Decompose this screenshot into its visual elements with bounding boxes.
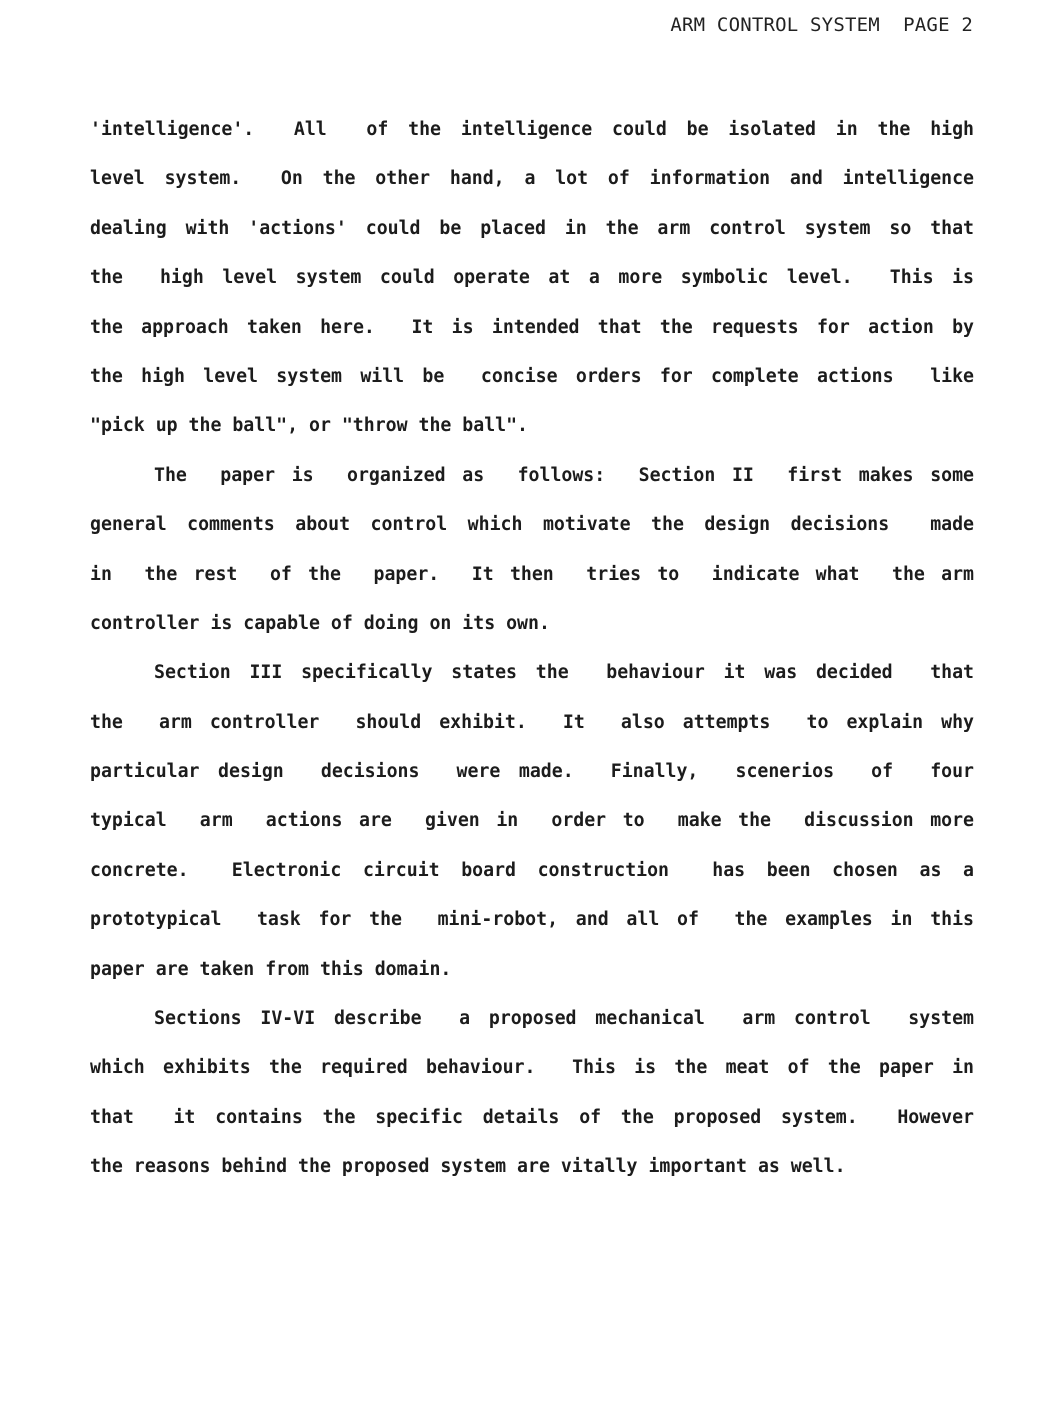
paragraph-2 (90, 460, 974, 658)
paragraph-4 (90, 1003, 974, 1201)
text-line: which exhibits the required behaviour. This is the meat of the paper in (90, 1057, 974, 1079)
text-line: the high level system will be concise orders for complete actions like (90, 365, 974, 387)
text-line: 'intelligence'. All of the intelligence could be isolated in the high (90, 119, 974, 140)
paragraph-1 (90, 114, 974, 460)
text-line: general comments about control which motivate the design decisions made (90, 514, 974, 536)
text-line: Sections IV-VI describe a proposed mechanical arm control system (154, 1008, 974, 1030)
text-line: concrete. Electronic circuit board construction has been chosen as a (90, 859, 974, 881)
text-line: particular design decisions were made. Finally, scenerios of four (90, 761, 974, 783)
text-line: controller is capable of doing on its own. (90, 612, 550, 634)
text-line: that it contains the specific details of the proposed system. However (90, 1106, 974, 1128)
text-line: The paper is organized as follows: Section II first makes some (154, 464, 974, 486)
text-line: the arm controller should exhibit. It also attempts to explain why (90, 711, 974, 733)
text-line: the reasons behind the proposed system are vitally important as well. (90, 1156, 846, 1178)
paragraph-3 (90, 657, 974, 1003)
page-header: ARM CONTROL SYSTEM PAGE 2 (670, 14, 973, 36)
text-line: level system. On the other hand, a lot of information and intelligence (90, 168, 974, 190)
text-line: "pick up the ball", or "throw the ball". (90, 415, 528, 437)
text-line: paper are taken from this domain. (90, 958, 452, 980)
text-line: Section III specifically states the behaviour it was decided that (154, 662, 974, 684)
text-line: the approach taken here. It is intended that the requests for action by (90, 316, 974, 338)
text-line: typical arm actions are given in order to make the discussion more (90, 810, 974, 832)
text-line: the high level system could operate at a more symbolic level. This is (90, 267, 974, 289)
text-line: in the rest of the paper. It then tries to indicate what the arm (90, 563, 974, 585)
document-body (90, 114, 974, 1201)
text-line: prototypical task for the mini-robot, and all of the examples in this (90, 909, 974, 931)
text-line: dealing with 'actions' could be placed in the arm control system so that (90, 217, 974, 239)
